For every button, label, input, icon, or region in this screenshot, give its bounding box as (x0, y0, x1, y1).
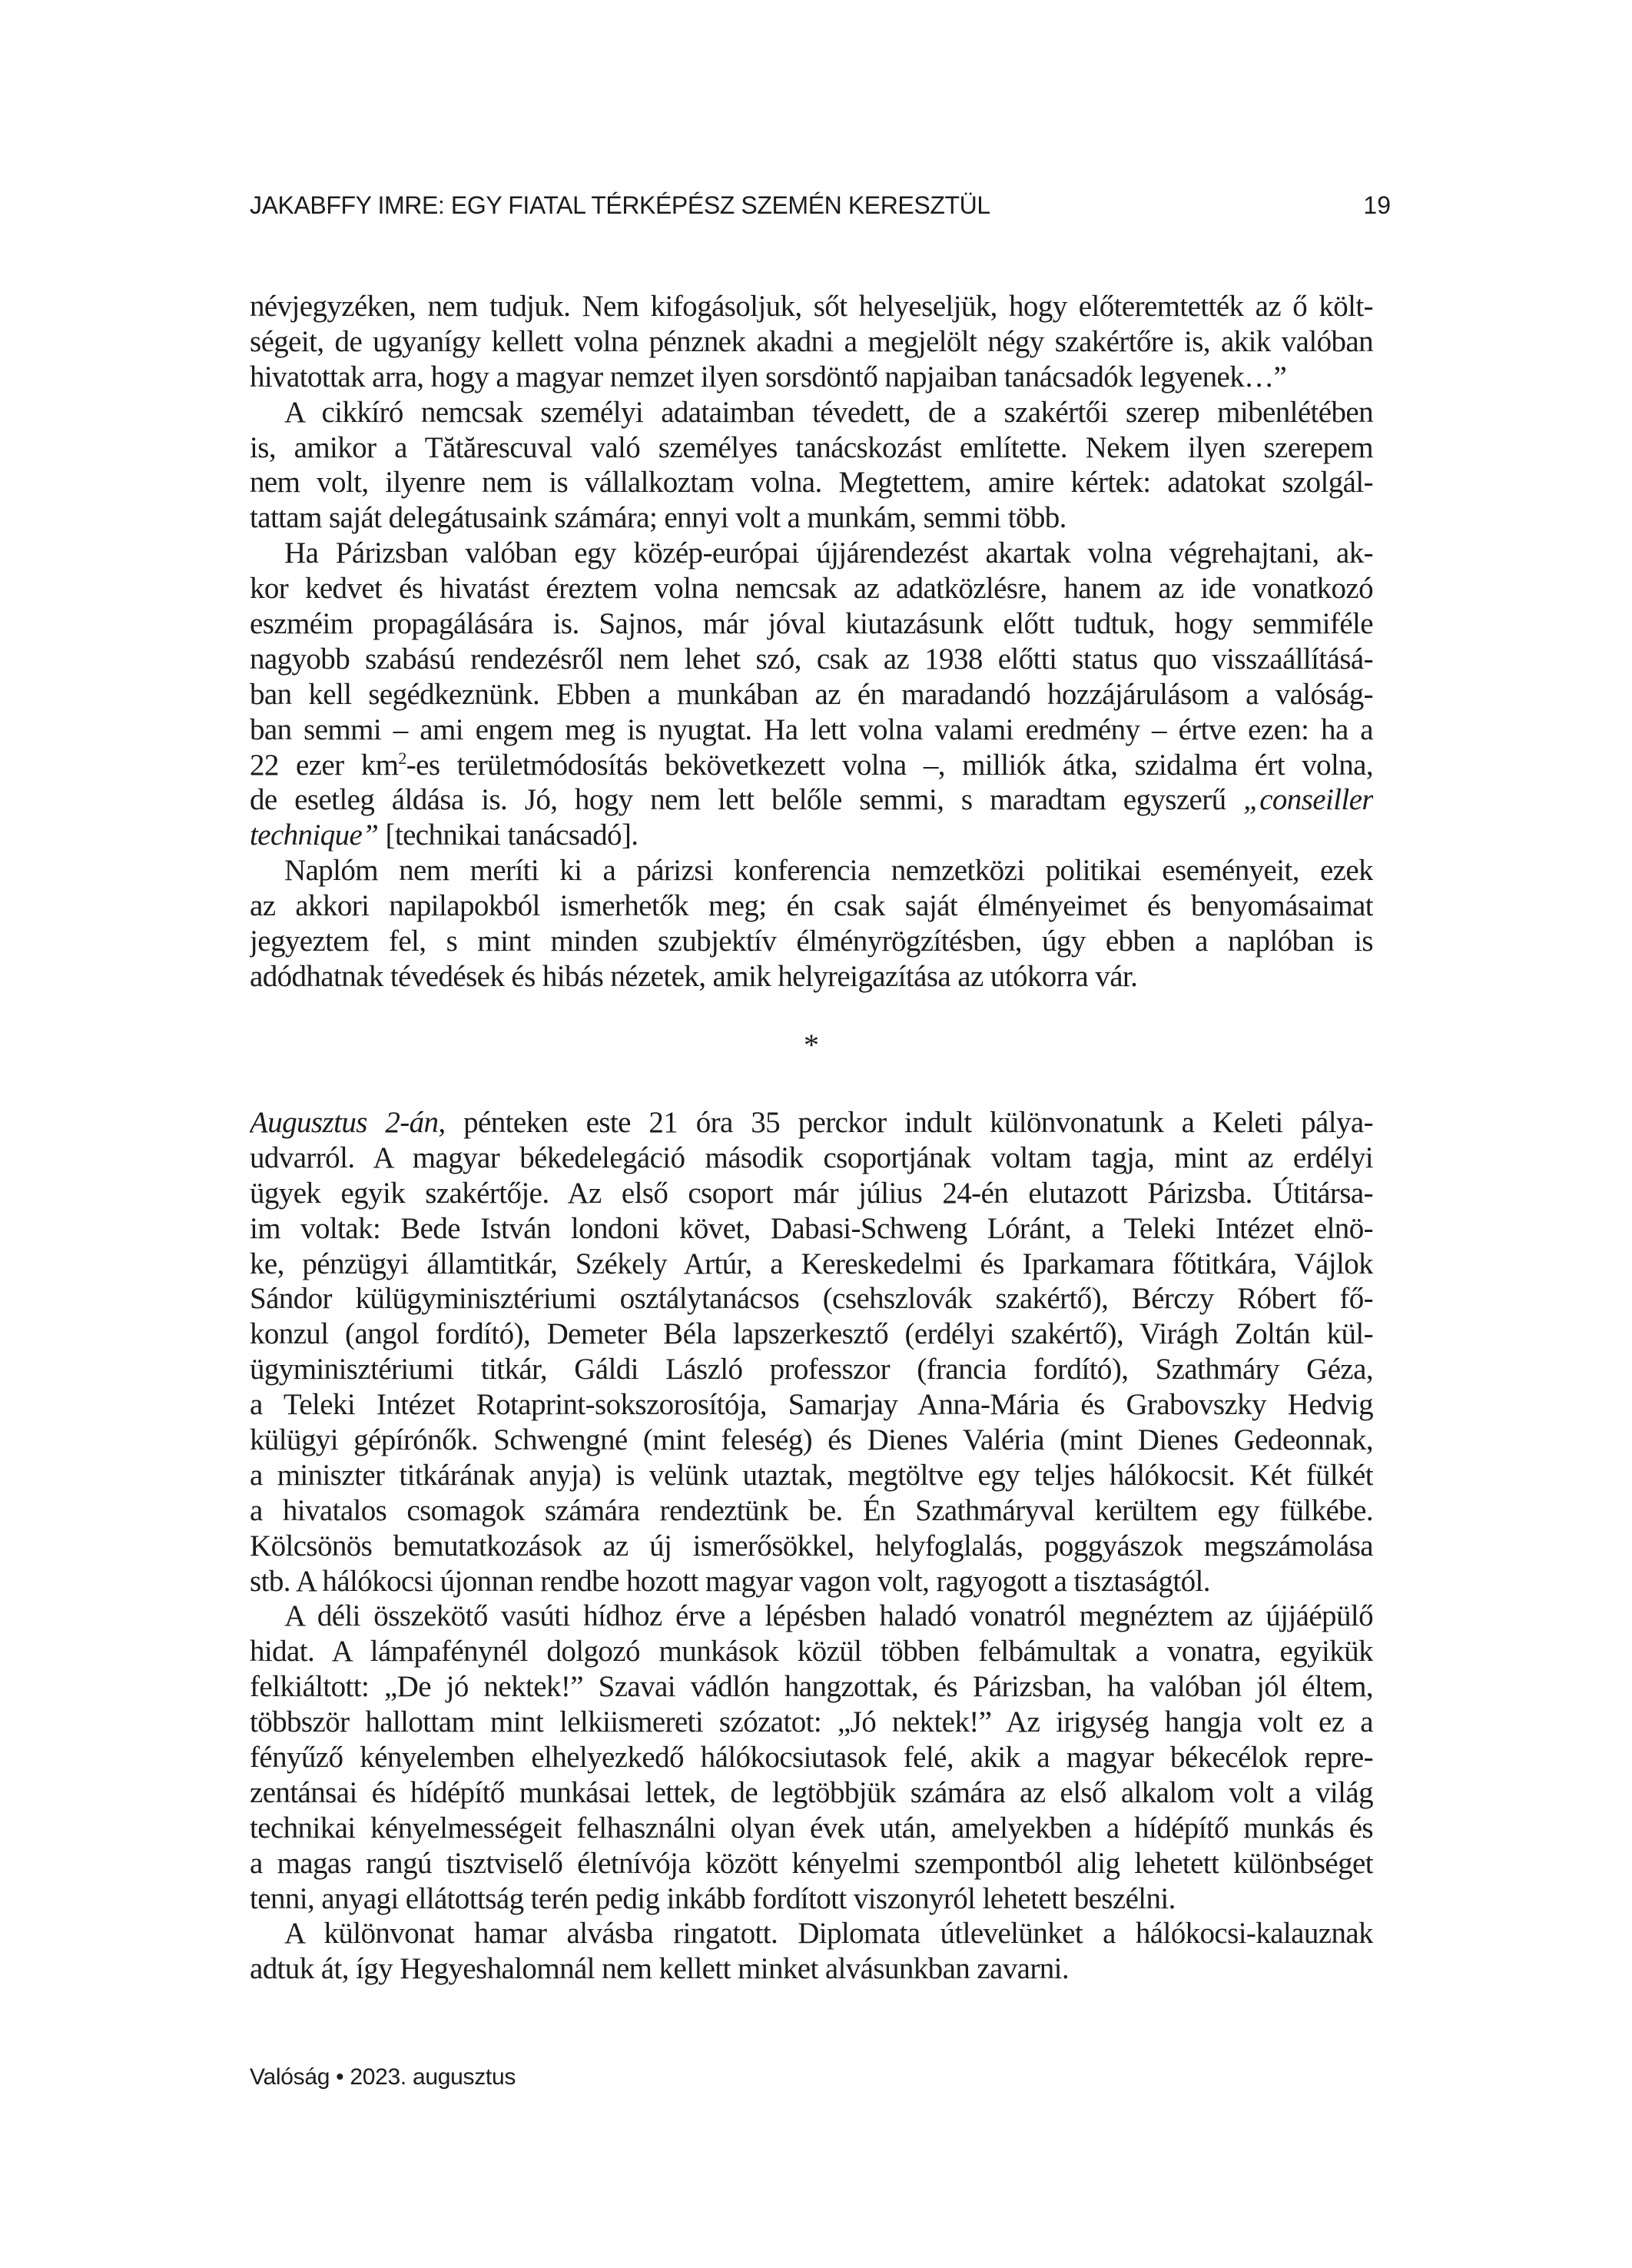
text-run: jegyeztem fel, s mint minden szubjektív élményrögzítésben, úgy ebben a naplóban is (250, 925, 1373, 958)
text-line (250, 1669, 1373, 1705)
text-run: A déli összekötő vasúti hídhoz érve a lépésben haladó vonatról megnéztem az újjáépülő (284, 1599, 1373, 1633)
text-line (250, 536, 1373, 571)
text-run: de esetleg áldása is. Jó, hogy nem lett belőle semmi, s maradtam egyszerű (250, 783, 1244, 817)
text-line (250, 1211, 1373, 1247)
text-run: Ha Párizsban valóban egy közép-európai újjárendezést akartak volna végrehajtani, ak- (284, 536, 1373, 570)
text-run: adtuk át, így Hegyeshalomnál nem kellett minket alvásunkban zavarni. (250, 1952, 1070, 1986)
text-line (250, 1775, 1373, 1811)
text-line (250, 853, 1373, 888)
text-line (250, 1423, 1373, 1458)
text-line (250, 1599, 1373, 1634)
text-line (250, 1387, 1373, 1423)
text-run: ügyek egyik szakértője. Az első csoport már július 24-én elutazott Párizsba. Útitársa- (250, 1176, 1373, 1210)
text-line (250, 712, 1373, 748)
footer-publication: Valóság • 2023. augusztus (250, 2064, 516, 2090)
text-run: kor kedvet és hivatást éreztem volna nemcsak az adatközlésre, hanem az ide vonatkozó (250, 572, 1373, 606)
text-run: hivatottak arra, hogy a magyar nemzet ilyen sorsdöntő napjaiban tanácsadók legyenek…” (250, 360, 1287, 393)
text-run: stb. A hálókocsi újonnan rendbe hozott magyar vagon volt, ragyogott a tisztaságtól. (250, 1564, 1210, 1598)
italic-text: „conseiller (1243, 783, 1373, 817)
text-run: ügyminisztériumi titkár, Gáldi László professzor (francia fordító), Szathmáry Géza, (250, 1353, 1373, 1386)
text-run: technikai kényelmességeit felhasználni olyan évek után, amelyekben a hídépítő munkás és (250, 1811, 1373, 1845)
text-run: tenni, anyagi ellátottság terén pedig inkább fordított viszonyról lehetett beszélni. (250, 1881, 1176, 1915)
text-run: fényűző kényelemben elhelyezkedő hálókocsiutasok felé, akik a magyar békecélok repre- (250, 1741, 1373, 1775)
text-run: hidat. A lámpafénynél dolgozó munkások közül többen felbámultak a vonatra, egyikük (250, 1635, 1373, 1669)
text-line (250, 1564, 1373, 1599)
text-line (250, 430, 1373, 466)
text-line (250, 1846, 1373, 1881)
text-line (250, 888, 1373, 924)
text-run: Sándor külügyminisztériumi osztálytanácsos (csehszlovák szakértő), Bérczy Róbert fő- (250, 1282, 1373, 1316)
text-run: többször hallottam mint lelkiismereti szózatot: „Jó nektek!” Az irigység hangja volt ez a (250, 1705, 1373, 1739)
text-line (250, 1529, 1373, 1564)
text-line (250, 1458, 1373, 1493)
text-line (250, 959, 1373, 995)
text-run: a Teleki Intézet Rotaprint-sokszorosítója, Samarjay Anna-Mária és Grabovszky Hedvig (250, 1388, 1373, 1422)
text-line (250, 1811, 1373, 1846)
text-run: tattam saját delegátusaink számára; ennyi volt a munkám, semmi több. (250, 501, 1066, 535)
text-run: a miniszter titkárának anyja) is velünk utaztak, megtöltve egy teljes hálókocsit. Két fülkét (250, 1458, 1373, 1492)
italic-text: Augusztus 2-án, (250, 1106, 446, 1139)
text-run: felkiáltott: „De jó nektek!” Szavai vádlón hangzottak, és Párizsban, ha valóban jól éltem, (250, 1670, 1373, 1704)
text-run: A cikkíró nemcsak személyi adataimban tévedett, de a szakértői szerep mibenlétében (284, 395, 1373, 429)
text-line (250, 360, 1373, 395)
text-line (250, 1634, 1373, 1669)
italic-text: technique” (250, 819, 379, 852)
text-line (250, 1493, 1373, 1529)
text-line (250, 1317, 1373, 1352)
text-run: [technikai tanácsadó]. (378, 819, 639, 852)
text-line (250, 395, 1373, 430)
text-run: az akkori napilapokból ismerhetők meg; én csak saját élményeimet és benyomásaimat (250, 889, 1373, 923)
text-line (250, 1352, 1373, 1387)
text-line (250, 1916, 1373, 1951)
text-run: 22 ezer km (250, 748, 399, 782)
text-run: eszméim propagálására is. Sajnos, már jóval kiutazásunk előtt tudtuk, hogy semmiféle (250, 607, 1373, 641)
text-run: a magas rangú tisztviselő életnívója között kényelmi szempontból alig lehetett különbséget (250, 1846, 1373, 1880)
text-line (250, 1705, 1373, 1740)
text-line (250, 289, 1373, 324)
text-run: im voltak: Bede István londoni követ, Dabasi-Schweng Lóránt, a Teleki Intézet elnö- (250, 1211, 1373, 1245)
text-run: névjegyzéken, nem tudjuk. Nem kifogásoljuk, sőt helyeseljük, hogy előteremtették az ő költ- (250, 290, 1373, 323)
text-line (250, 1281, 1373, 1317)
text-line (250, 748, 1373, 783)
text-run: ségeit, de ugyanígy kellett volna pénznek akadni a megjelölt négy szakértőre is, akik valóban (250, 324, 1373, 358)
text-line (250, 1176, 1373, 1211)
text-line (250, 1881, 1373, 1917)
text-run: konzul (angol fordító), Demeter Béla lapszerkesztő (erdélyi szakértő), Virágh Zoltán kül- (250, 1317, 1373, 1351)
superscript: 2 (398, 748, 406, 768)
text-line (250, 1105, 1373, 1141)
text-run: nagyobb szabású rendezésről nem lehet szó, csak az 1938 előtti status quo visszaállításá- (250, 642, 1373, 676)
text-run: is, amikor a Tătărescuval való személyes tanácskozást említette. Nekem ilyen szerepem (250, 430, 1373, 464)
text-line (250, 1740, 1373, 1775)
text-line (250, 465, 1373, 500)
text-line (250, 1247, 1373, 1282)
text-section-1 (250, 289, 1373, 995)
running-head-title: JAKABFFY IMRE: EGY FIATAL TÉRKÉPÉSZ SZEMÉN KERESZTÜL (250, 191, 990, 219)
text-run: -es területmódosítás bekövetkezett volna –, milliók átka, szidalma ért volna, (406, 748, 1373, 782)
text-line (250, 782, 1373, 818)
text-section-2 (250, 1105, 1373, 1987)
text-line (250, 642, 1373, 677)
text-run: Kölcsönös bemutatkozások az új ismerősökkel, helyfoglalás, poggyászok megszámolása (250, 1529, 1373, 1562)
text-line (250, 606, 1373, 642)
text-line (250, 571, 1373, 606)
text-run: adódhatnak tévedések és hibás nézetek, amik helyreigazítása az utókorra vár. (250, 959, 1138, 993)
text-run: külügyi gépírónők. Schwengné (mint feleség) és Dienes Valéria (mint Dienes Gedeonnak, (250, 1423, 1373, 1457)
text-run: A különvonat hamar alvásba ringatott. Diplomata útlevelünket a hálókocsi-kalauznak (284, 1917, 1373, 1951)
text-run: udvarról. A magyar békedelegáció második csoportjának voltam tagja, mint az erdélyi (250, 1141, 1373, 1174)
text-run: ban kell segédkeznünk. Ebben a munkában az én maradandó hozzájárulásom a valóság- (250, 677, 1373, 711)
text-line (250, 677, 1373, 712)
text-line (250, 924, 1373, 959)
section-break-asterisk: * (804, 1028, 819, 1062)
text-run: ban semmi – ami engem meg is nyugtat. Ha lett volna valami eredmény – értve ezen: ha a (250, 712, 1373, 746)
text-line (250, 500, 1373, 536)
text-line (250, 1951, 1373, 1987)
text-run: a hivatalos csomagok számára rendeztünk be. Én Szathmáryval kerültem egy fülkébe. (250, 1493, 1373, 1527)
text-run: nem volt, ilyenre nem is vállalkoztam volna. Megtettem, amire kértek: adatokat szolgál- (250, 466, 1373, 500)
text-line (250, 1141, 1373, 1176)
text-line (250, 324, 1373, 360)
text-run: pénteken este 21 óra 35 perckor indult különvonatunk a Keleti pálya- (445, 1106, 1373, 1139)
text-run: Naplóm nem meríti ki a párizsi konferencia nemzetközi politikai eseményeit, ezek (284, 854, 1373, 888)
text-run: zentánsai és hídépítő munkásai lettek, de legtöbbjük számára az első alkalom volt a világ (250, 1775, 1373, 1809)
text-line (250, 818, 1373, 853)
page-number: 19 (1363, 191, 1391, 219)
text-run: ke, pénzügyi államtitkár, Székely Artúr, a Kereskedelmi és Iparkamara főtitkára, Vájlok (250, 1247, 1373, 1280)
